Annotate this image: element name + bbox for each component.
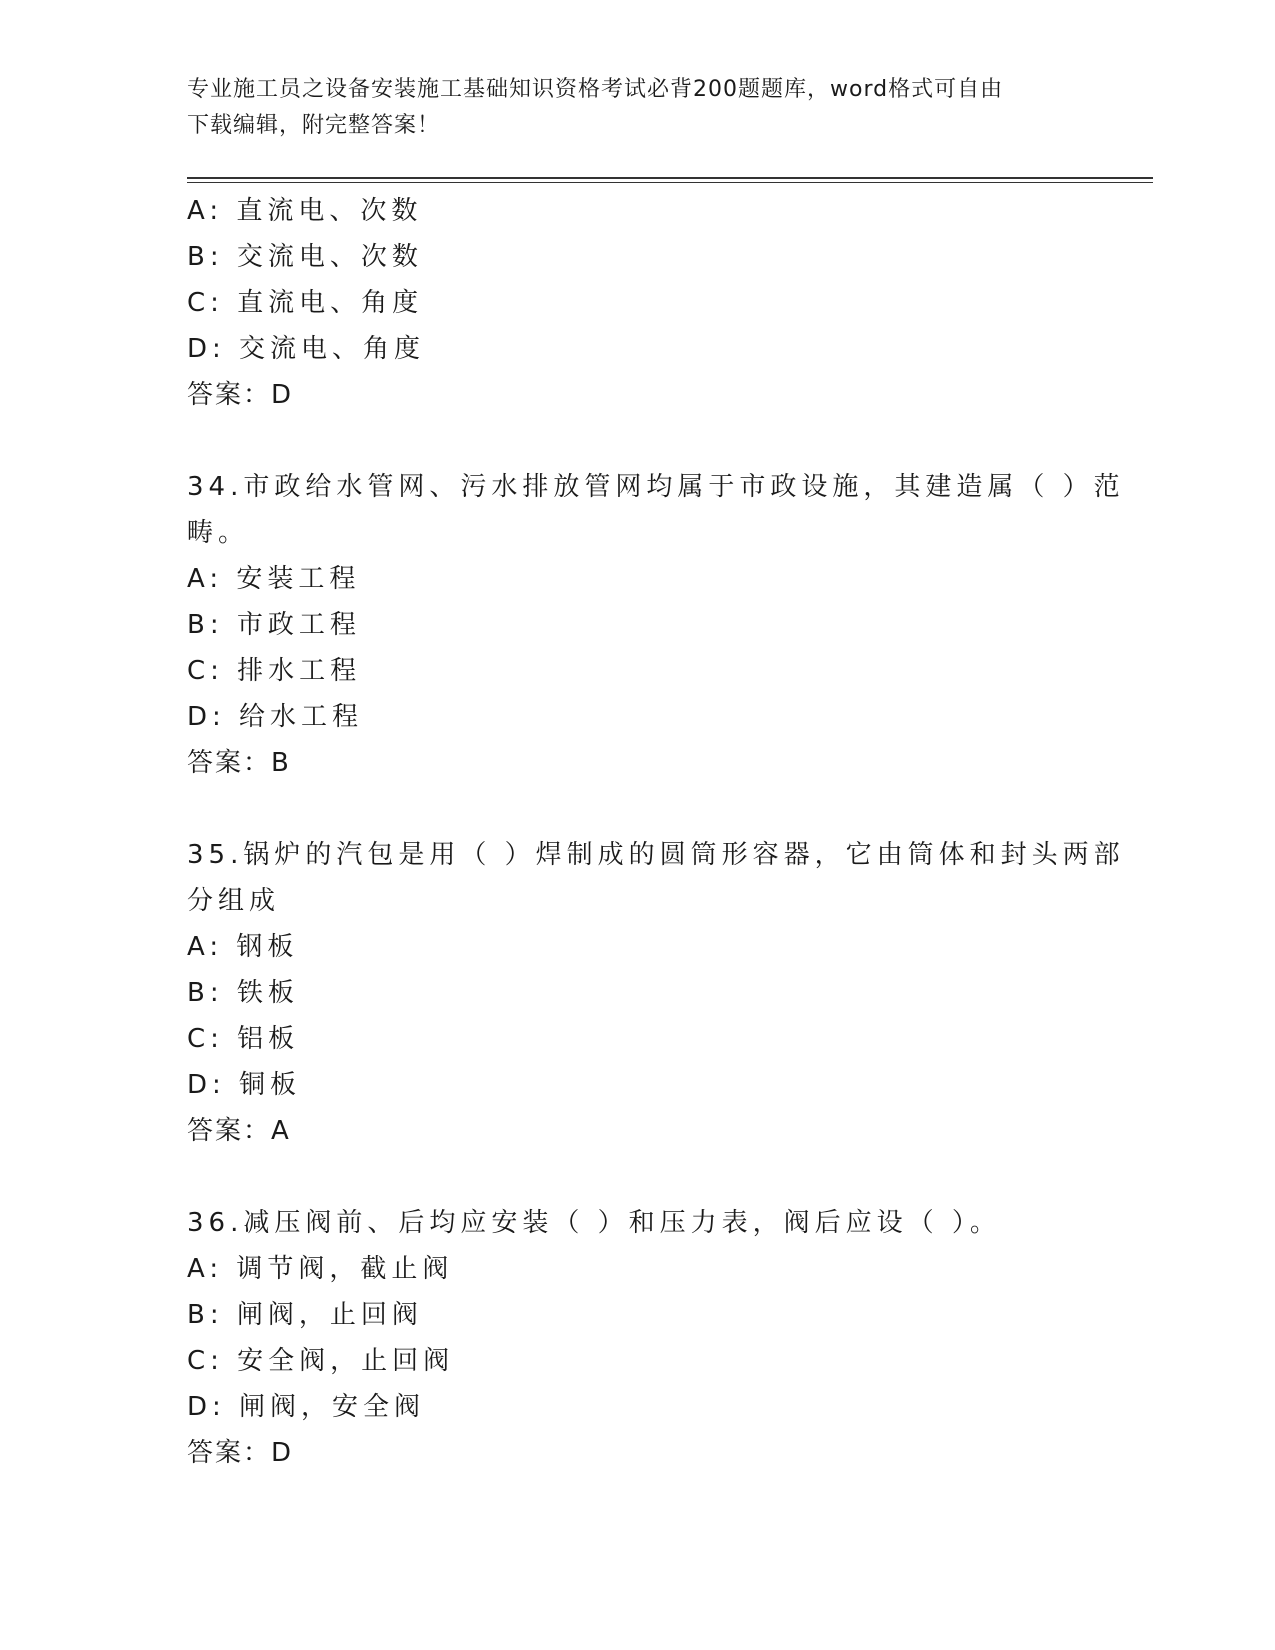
option-d: D: 给水工程 bbox=[187, 702, 364, 732]
question-text-line-2: 分组成 bbox=[187, 886, 281, 916]
question-35 bbox=[187, 832, 1125, 1154]
option-d: D: 交流电、角度 bbox=[187, 334, 426, 364]
option-a: A: 直流电、次数 bbox=[187, 196, 423, 226]
spacer bbox=[187, 786, 1087, 832]
answer: 答案：A bbox=[187, 1116, 291, 1146]
answer: 答案：D bbox=[187, 1438, 294, 1468]
question-34 bbox=[187, 464, 1125, 786]
option-c: C: 铝板 bbox=[187, 1024, 300, 1054]
question-33 bbox=[187, 188, 1087, 418]
question-text-line-1: 34.市政给水管网、污水排放管网均属于市政设施，其建造属（ ）范 bbox=[187, 472, 1125, 502]
question-text-line-1: 36.减压阀前、后均应安装（ ）和压力表，阀后应设（ ）。 bbox=[187, 1208, 1001, 1238]
option-a: A: 安装工程 bbox=[187, 564, 361, 594]
document-header bbox=[187, 72, 1067, 144]
question-text-line-1: 35.锅炉的汽包是用（ ）焊制成的圆筒形容器，它由筒体和封头两部 bbox=[187, 840, 1125, 870]
option-d: D: 铜板 bbox=[187, 1070, 302, 1100]
option-b: B: 市政工程 bbox=[187, 610, 361, 640]
option-c: C: 安全阀，止回阀 bbox=[187, 1346, 455, 1376]
question-list bbox=[187, 188, 1125, 1476]
answer: 答案：D bbox=[187, 380, 294, 410]
question-text-line-2: 畴。 bbox=[187, 518, 250, 548]
option-c: C: 直流电、角度 bbox=[187, 288, 424, 318]
spacer bbox=[187, 418, 1087, 464]
option-b: B: 交流电、次数 bbox=[187, 242, 423, 272]
option-d: D: 闸阀，安全阀 bbox=[187, 1392, 426, 1422]
option-a: A: 钢板 bbox=[187, 932, 299, 962]
header-divider-thin bbox=[187, 182, 1153, 183]
option-b: B: 闸阀，止回阀 bbox=[187, 1300, 423, 1330]
option-c: C: 排水工程 bbox=[187, 656, 362, 686]
header-line-2: 下载编辑，附完整答案！ bbox=[187, 113, 441, 138]
header-divider-thick bbox=[187, 177, 1153, 179]
header-line-1: 专业施工员之设备安装施工基础知识资格考试必背200题题库，word格式可自由 bbox=[187, 77, 1004, 102]
spacer bbox=[187, 1154, 1087, 1200]
option-b: B: 铁板 bbox=[187, 978, 299, 1008]
question-36 bbox=[187, 1200, 1087, 1476]
answer: 答案：B bbox=[187, 748, 291, 778]
option-a: A: 调节阀，截止阀 bbox=[187, 1254, 454, 1284]
